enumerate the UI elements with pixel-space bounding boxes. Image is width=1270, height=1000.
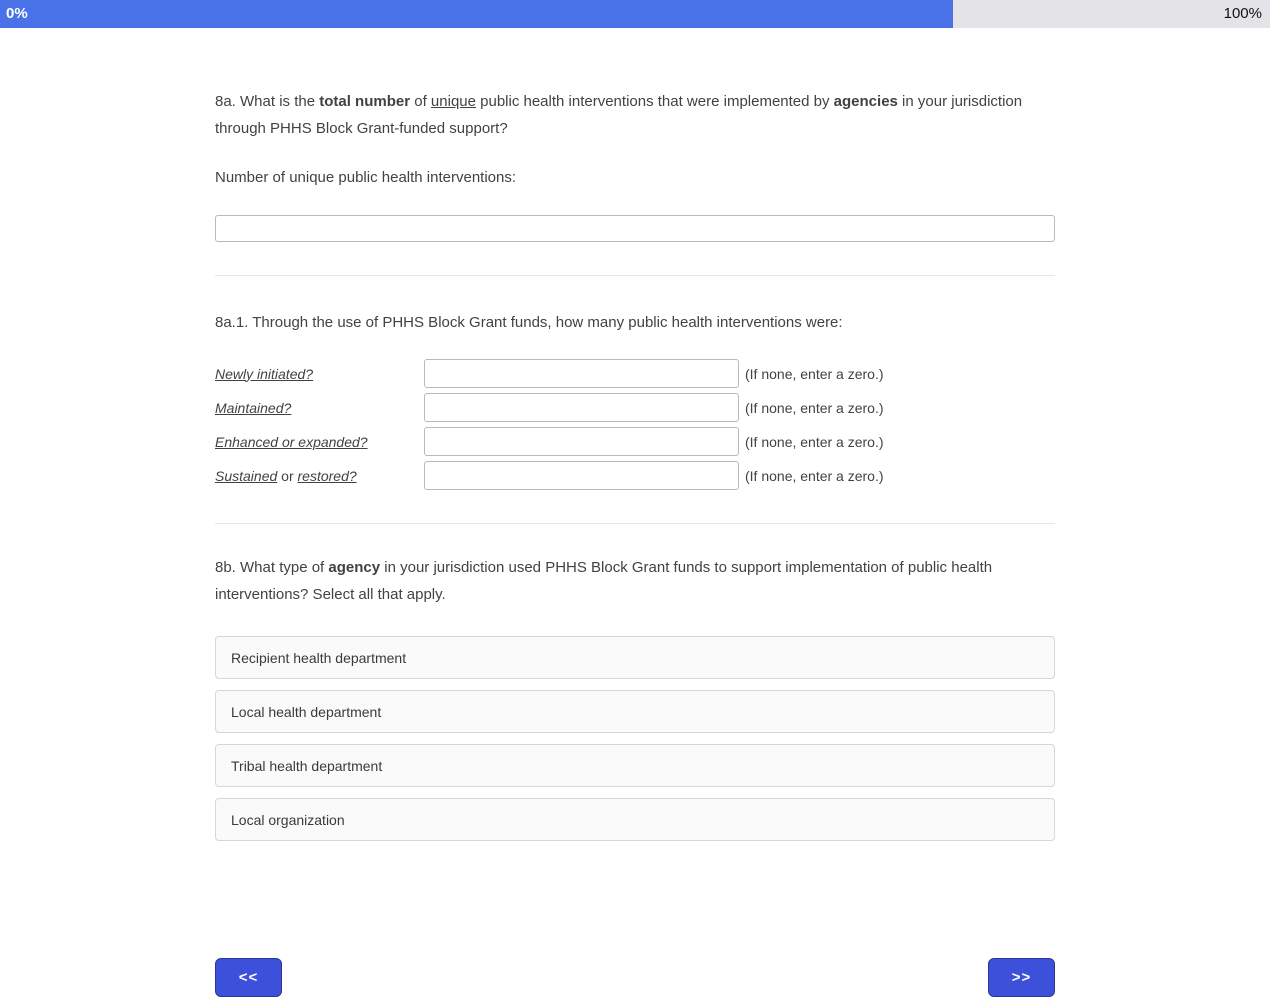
- question-8a1-text: 8a.1. Through the use of PHHS Block Grant funds, how many public health interventions were:: [215, 314, 843, 331]
- subquestion-label: Sustained or restored?: [215, 467, 357, 484]
- divider: [215, 275, 1055, 276]
- subquestion-input-maintained[interactable]: [424, 393, 739, 422]
- progress-right-label: 100%: [1223, 5, 1262, 22]
- progress-fill: [0, 0, 953, 28]
- question-8a-sublabel: Number of unique public health interventions:: [215, 169, 517, 186]
- question-8b-options: [215, 636, 1055, 841]
- subquestion-input-enhanced-expanded[interactable]: [424, 427, 739, 456]
- subquestion-row-maintained: [215, 393, 1055, 422]
- subquestion-input-sustained-restored[interactable]: [424, 461, 739, 490]
- question-8a-text: 8a. What is the total number of unique public health interventions that were implemented by agencies in your jurisdiction through PHHS Block Grant-funded support?: [215, 93, 1023, 137]
- progress-bar: [0, 0, 1270, 28]
- next-button[interactable]: >>: [988, 958, 1055, 997]
- subquestion-label: Newly initiated?: [215, 365, 314, 382]
- question-8b-text: 8b. What type of agency in your jurisdiction used PHHS Block Grant funds to support implementation of public health interventions? Select all that apply.: [215, 559, 993, 603]
- subquestion-label: Maintained?: [215, 399, 292, 416]
- subquestion-rows: [215, 359, 1055, 490]
- nav-row: [215, 958, 1055, 997]
- option-local-organization[interactable]: Local organization: [215, 798, 1055, 841]
- option-tribal-health-department[interactable]: Tribal health department: [215, 744, 1055, 787]
- option-recipient-health-department[interactable]: Recipient health department: [215, 636, 1055, 679]
- subquestion-hint: (If none, enter a zero.): [745, 467, 884, 484]
- subquestion-row-enhanced-expanded: [215, 427, 1055, 456]
- previous-button[interactable]: <<: [215, 958, 282, 997]
- subquestion-label: Enhanced or expanded?: [215, 433, 368, 450]
- subquestion-row-sustained-restored: [215, 461, 1055, 490]
- option-local-health-department[interactable]: Local health department: [215, 690, 1055, 733]
- subquestion-hint: (If none, enter a zero.): [745, 433, 884, 450]
- progress-remaining: [953, 0, 1270, 28]
- question-8a-input[interactable]: [215, 215, 1055, 242]
- divider: [215, 523, 1055, 524]
- survey-page: [215, 88, 1055, 997]
- progress-left-label: 0%: [6, 5, 28, 22]
- subquestion-input-newly-initiated[interactable]: [424, 359, 739, 388]
- subquestion-hint: (If none, enter a zero.): [745, 399, 884, 416]
- subquestion-hint: (If none, enter a zero.): [745, 365, 884, 382]
- subquestion-row-newly-initiated: [215, 359, 1055, 388]
